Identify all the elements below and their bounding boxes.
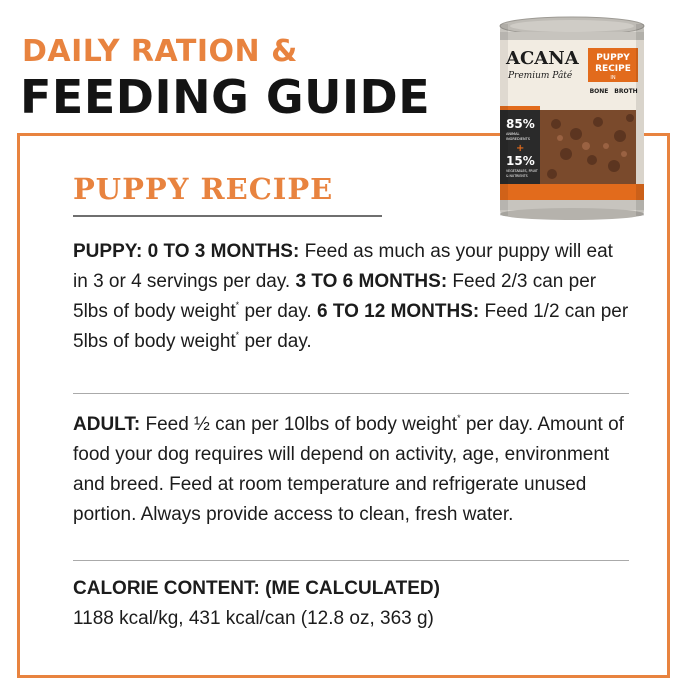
calorie-section <box>73 574 633 634</box>
recipe-title-underline <box>73 215 382 217</box>
footnote-mark: * <box>235 300 240 310</box>
section-divider <box>73 393 629 394</box>
can-label-line5: BROTH <box>614 88 638 95</box>
adult-text2: per day. Amount of food your dog requires will depend on activity, age, environment and breed. Feed at room temperature and refrigerate unused portion. Always provide access to clean, fresh water. <box>73 414 624 525</box>
can-stat2: 15% <box>506 154 535 168</box>
puppy-feeding-section <box>73 237 633 357</box>
calorie-value: 1188 kcal/kg, 431 kcal/can (12.8 oz, 363 g) <box>73 608 434 629</box>
footnote-mark: * <box>457 413 461 423</box>
header-subtitle: DAILY RATION & <box>22 34 298 69</box>
product-can-image <box>496 14 648 224</box>
can-subbrand: Premium Pâté <box>508 71 573 81</box>
can-stat2-caption1: VEGETABLES, FRUIT <box>506 169 538 173</box>
can-brand: ACANA <box>506 48 579 69</box>
calorie-label: CALORIE CONTENT: (ME CALCULATED) <box>73 578 440 599</box>
can-label-line2: RECIPE <box>595 64 631 74</box>
puppy-stage2-text: Feed 2/3 can per 5lbs of body weight <box>73 271 597 322</box>
can-label-line4: BONE <box>589 88 609 95</box>
can-stat1-caption2: INGREDIENTS <box>506 137 530 141</box>
section-divider <box>73 560 629 561</box>
puppy-stage3-after: per day. <box>239 331 312 352</box>
can-label-line3: IN <box>610 75 616 81</box>
footnote-mark: * <box>235 330 240 340</box>
adult-label: ADULT: <box>73 414 141 435</box>
can-stat1-caption1: ANIMAL <box>506 132 520 136</box>
can-plus: + <box>516 143 525 154</box>
page-title: FEEDING GUIDE <box>20 70 431 124</box>
puppy-stage1-label: 0 TO 3 MONTHS: <box>147 241 300 262</box>
adult-feeding-section <box>73 410 633 530</box>
puppy-stage1-text: Feed as much as your puppy will eat in 3 or 4 servings per day. <box>73 241 613 292</box>
puppy-stage2-after: per day. <box>239 301 317 322</box>
puppy-stage3-text: Feed 1/2 can per 5lbs of body weight <box>73 301 629 352</box>
puppy-label: PUPPY: <box>73 241 143 262</box>
puppy-stage2-label: 3 TO 6 MONTHS: <box>295 271 448 292</box>
recipe-title: PUPPY RECIPE <box>73 172 334 206</box>
can-stat2-caption2: & NUTRIENTS <box>506 174 528 178</box>
adult-text1: Feed ½ can per 10lbs of body weight <box>140 414 458 435</box>
can-label-line1: PUPPY <box>596 53 630 63</box>
puppy-stage3-label: 6 TO 12 MONTHS: <box>317 301 480 322</box>
can-stat1: 85% <box>506 117 535 131</box>
